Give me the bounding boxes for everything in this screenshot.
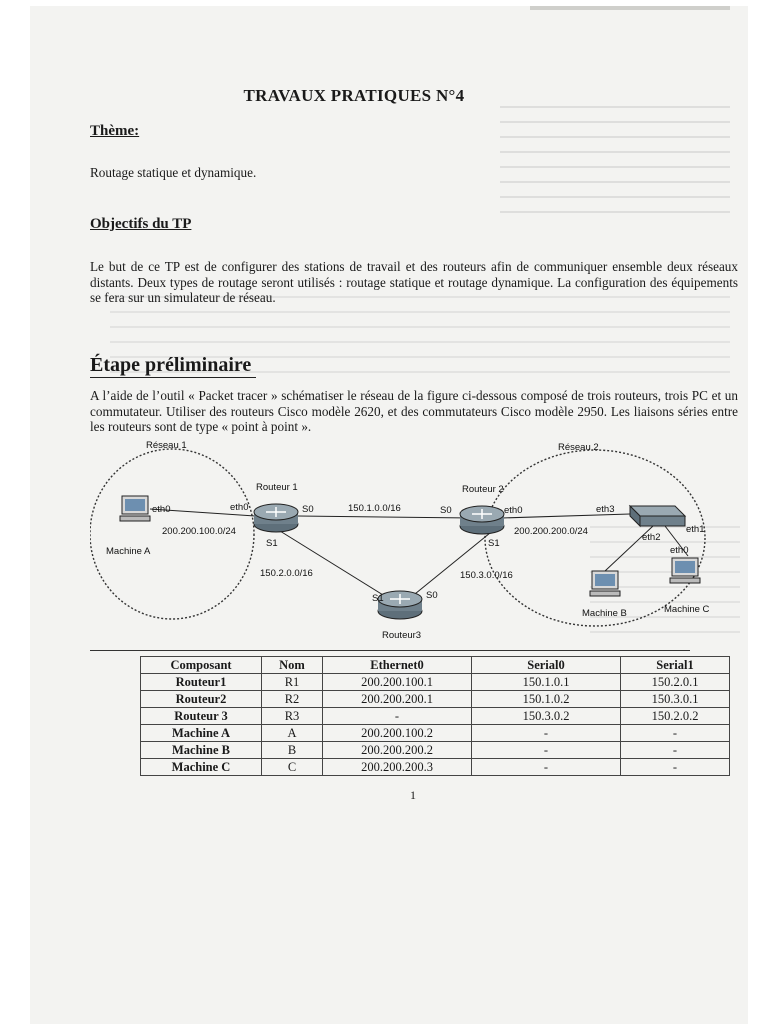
if-switch-eth1: eth1	[686, 524, 705, 535]
components-table	[140, 656, 730, 776]
table-cell: -	[621, 742, 730, 759]
table-cell: -	[621, 725, 730, 742]
net-r2-r3-label: 150.3.0.0/16	[460, 570, 513, 581]
if-r1-s1: S1	[266, 538, 278, 549]
table-cell: 150.3.0.2	[472, 708, 621, 725]
net-lan2-label: 200.200.200.0/24	[514, 526, 588, 537]
table-cell: 150.2.0.1	[621, 674, 730, 691]
table-cell: Routeur1	[141, 674, 262, 691]
switch-icon	[630, 506, 685, 526]
table-cell: 200.200.100.1	[323, 674, 472, 691]
reseau2-boundary	[485, 450, 705, 626]
if-r1-s0: S0	[302, 504, 314, 515]
table-cell: 200.200.100.2	[323, 725, 472, 742]
if-r2-eth0: eth0	[504, 505, 523, 516]
router3-label: Routeur3	[382, 630, 422, 641]
table-cell: B	[262, 742, 323, 759]
link-r2-r3	[410, 533, 490, 598]
if-r3-s1: S1	[372, 593, 384, 604]
table-row	[141, 725, 730, 742]
theme-heading: Thème:	[90, 123, 140, 139]
table-cell: A	[262, 725, 323, 742]
if-r2-s1: S1	[488, 538, 500, 549]
table-cell: -	[472, 742, 621, 759]
document-title: TRAVAUX PRATIQUES N°4	[243, 86, 465, 105]
if-r3-s0: S0	[426, 590, 438, 601]
document-page	[30, 6, 748, 1024]
network-diagram	[90, 436, 710, 651]
table-row	[141, 708, 730, 725]
table-header-cell: Composant	[141, 657, 262, 674]
bleed-through-mark	[530, 6, 730, 10]
table-cell: Routeur 3	[141, 708, 262, 725]
table-cell: -	[472, 759, 621, 776]
etape-text: A l’aide de l’outil « Packet tracer » schématiser le réseau de la figure ci-dessous composé de trois routeurs, trois PC et un commutateur. Utiliser des routeurs Cisco modèle 2620, et des commutateurs Cisco modèle 2950. Les liaisons séries entre les routeurs sont de type « point à point ».	[90, 388, 738, 434]
if-machineC-eth0: eth0	[670, 545, 689, 556]
if-r1-eth0: eth0	[230, 502, 249, 513]
if-machineA-eth0: eth0	[152, 504, 171, 515]
objectifs-heading: Objectifs du TP	[90, 216, 192, 232]
objectifs-text: Le but de ce TP est de configurer des stations de travail et des routeurs afin de communiquer ensemble deux réseaux distants. Deux types de routage seront utilisés : routage statique et routage dynamique. La configuration des équipements se fera sur un simulateur de réseau.	[90, 259, 738, 305]
table-cell: R3	[262, 708, 323, 725]
etape-heading-underline	[90, 377, 256, 378]
router2-label: Routeur 2	[462, 484, 504, 495]
bleed-through-lines	[500, 106, 730, 216]
net-r1-r3-label: 150.2.0.0/16	[260, 568, 313, 579]
if-switch-eth3: eth3	[596, 504, 615, 515]
router1-label: Routeur 1	[256, 482, 298, 493]
table-row	[141, 691, 730, 708]
table-cell: 200.200.200.3	[323, 759, 472, 776]
machine-b-label: Machine B	[582, 608, 627, 619]
table-header-cell: Serial0	[472, 657, 621, 674]
table-header-row	[141, 657, 730, 674]
table-cell: Machine A	[141, 725, 262, 742]
table-header-cell: Nom	[262, 657, 323, 674]
theme-text: Routage statique et dynamique.	[90, 165, 257, 180]
table-row	[141, 674, 730, 691]
table-cell: 150.3.0.1	[621, 691, 730, 708]
link-r1-r2	[298, 516, 472, 518]
table-cell: -	[472, 725, 621, 742]
table-header-cell: Ethernet0	[323, 657, 472, 674]
table-row	[141, 742, 730, 759]
etape-heading: Étape préliminaire	[90, 354, 252, 376]
table-cell: 200.200.200.2	[323, 742, 472, 759]
table-cell: C	[262, 759, 323, 776]
reseau2-label: Réseau 2	[558, 442, 599, 453]
table-cell: 150.2.0.2	[621, 708, 730, 725]
table-cell: -	[621, 759, 730, 776]
router3-icon	[378, 591, 422, 619]
link-r1-r3	[280, 531, 388, 598]
table-cell: R1	[262, 674, 323, 691]
table-cell: 150.1.0.2	[472, 691, 621, 708]
table-cell: -	[323, 708, 472, 725]
table-body	[141, 674, 730, 776]
table-header-cell: Serial1	[621, 657, 730, 674]
net-lan1-label: 200.200.100.0/24	[162, 526, 236, 537]
table-cell: Machine C	[141, 759, 262, 776]
machine-c-label: Machine C	[664, 604, 710, 615]
table-cell: Routeur2	[141, 691, 262, 708]
machine-c-pc-icon	[670, 558, 700, 583]
machine-b-pc-icon	[590, 571, 620, 596]
section-rule	[90, 650, 690, 651]
table-cell: 200.200.200.1	[323, 691, 472, 708]
if-switch-eth2: eth2	[642, 532, 661, 543]
table-row	[141, 759, 730, 776]
router1-icon	[254, 504, 298, 532]
router2-icon	[460, 506, 504, 534]
machine-a-pc-icon	[120, 496, 150, 521]
if-r2-s0: S0	[440, 505, 452, 516]
page-number: 1	[410, 788, 416, 802]
reseau1-label: Réseau 1	[146, 440, 187, 451]
machine-a-label: Machine A	[106, 546, 151, 557]
table-cell: R2	[262, 691, 323, 708]
table-cell: Machine B	[141, 742, 262, 759]
net-r1-r2-label: 150.1.0.0/16	[348, 503, 401, 514]
table-cell: 150.1.0.1	[472, 674, 621, 691]
